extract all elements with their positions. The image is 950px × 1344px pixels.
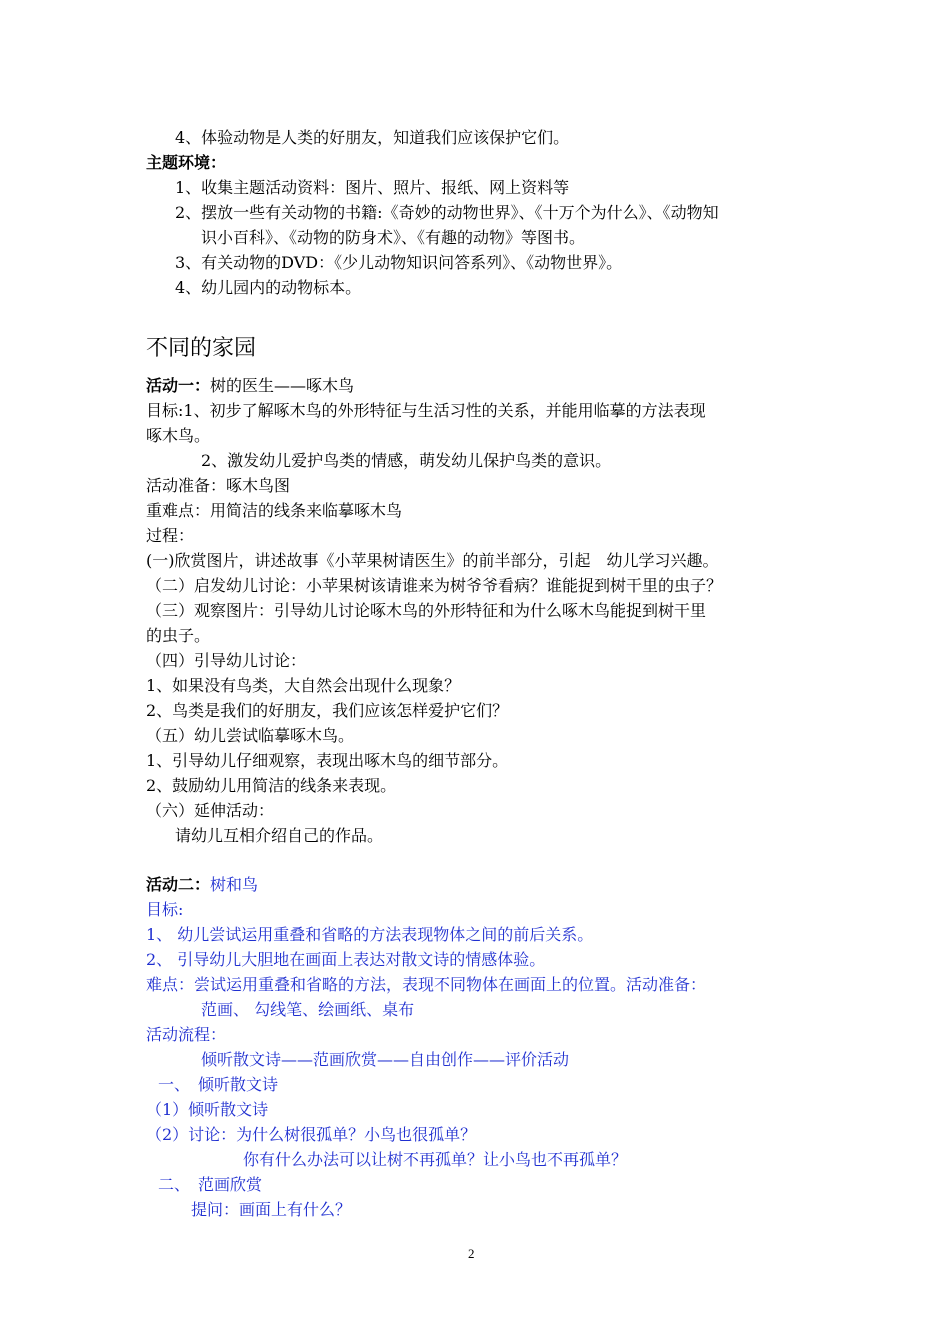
activity-two-step-1-b-cont: 你有什么办法可以让树不再孤单？让小鸟也不再孤单？ (243, 1150, 628, 1169)
activity-two-goal-2: 2、 引导幼儿大胆地在画面上表达对散文诗的情感体验。 (146, 950, 546, 969)
process-step-4: （四）引导幼儿讨论： (146, 651, 307, 670)
process-step-6: （六）延伸活动： (146, 801, 275, 820)
process-step-5-item1: 1、引导幼儿仔细观察，表现出啄木鸟的细节部分。 (146, 751, 509, 770)
activity-one-label: 活动一： (146, 376, 211, 395)
environment-item-2-cont: 识小百科》、《动物的防身术》、《有趣的动物》等图书。 (201, 228, 586, 247)
activity-two-step-1-a: （1）倾听散文诗 (146, 1100, 269, 1119)
activity-two-label: 活动二： (146, 875, 211, 894)
activity-one-goal-2: 2、激发幼儿爱护鸟类的情感，萌发幼儿保护鸟类的意识。 (201, 451, 612, 470)
process-step-4-q2: 2、鸟类是我们的好朋友，我们应该怎样爱护它们？ (146, 701, 509, 720)
activity-one-title (146, 375, 354, 397)
activity-one-name: 树的医生——啄木鸟 (210, 376, 355, 395)
activity-two-goal-label: 目标: (146, 900, 184, 919)
environment-item-2: 2、摆放一些有关动物的书籍:《奇妙的动物世界》、《十万个为什么》、《动物知 (175, 203, 719, 222)
activity-two-materials: 范画、 勾线笔、绘画纸、桌布 (201, 1000, 415, 1019)
activity-two-step-2-question: 提问：画面上有什么？ (191, 1200, 352, 1219)
process-step-3-cont: 的虫子。 (146, 626, 211, 645)
process-step-6-item: 请幼儿互相介绍自己的作品。 (175, 826, 384, 845)
section-heading-environment: 主题环境： (146, 153, 227, 172)
process-step-2: （二）启发幼儿讨论：小苹果树该请谁来为树爷爷看病？谁能捉到树干里的虫子？ (146, 576, 723, 595)
activity-two-step-1: 一、 倾听散文诗 (158, 1075, 279, 1094)
activity-two-step-2: 二、 范画欣赏 (158, 1175, 263, 1194)
activity-one-key-point: 重难点：用简洁的线条来临摹啄木鸟 (146, 501, 403, 520)
activity-two-title (146, 874, 258, 896)
activity-two-name: 树和鸟 (210, 875, 259, 894)
activity-one-preparation: 活动准备：啄木鸟图 (146, 476, 291, 495)
environment-item-3: 3、有关动物的DVD：《少儿动物知识问答系列》、《动物世界》。 (175, 253, 623, 272)
page-title: 不同的家园 (146, 336, 257, 361)
process-step-4-q1: 1、如果没有鸟类，大自然会出现什么现象？ (146, 676, 461, 695)
process-step-5: （五）幼儿尝试临摹啄木鸟。 (146, 726, 355, 745)
process-step-1: (一)欣赏图片，讲述故事《小苹果树请医生》的前半部分，引起 幼儿学习兴趣。 (146, 551, 719, 570)
activity-one-goal-1: 目标:1、初步了解啄木鸟的外形特征与生活习性的关系，并能用临摹的方法表现 (146, 401, 706, 420)
activity-one-process-label: 过程： (146, 526, 195, 545)
goal-item-4: 4、体验动物是人类的好朋友，知道我们应该保护它们。 (175, 128, 570, 147)
activity-two-flow-label: 活动流程： (146, 1025, 227, 1044)
process-step-5-item2: 2、鼓励幼儿用简洁的线条来表现。 (146, 776, 397, 795)
activity-two-difficulty: 难点：尝试运用重叠和省略的方法，表现不同物体在画面上的位置。活动准备： (146, 975, 707, 994)
process-step-3: （三）观察图片：引导幼儿讨论啄木鸟的外形特征和为什么啄木鸟能捉到树干里 (146, 601, 707, 620)
activity-two-flow: 倾听散文诗——范画欣赏——自由创作——评价活动 (201, 1050, 570, 1069)
activity-two-goal-1: 1、 幼儿尝试运用重叠和省略的方法表现物体之间的前后关系。 (146, 925, 594, 944)
environment-item-1: 1、收集主题活动资料：图片、照片、报纸、网上资料等 (175, 178, 570, 197)
page-number: 2 (468, 1246, 475, 1261)
activity-two-step-1-b: （2）讨论：为什么树很孤单？小鸟也很孤单？ (146, 1125, 477, 1144)
environment-item-4: 4、幼儿园内的动物标本。 (175, 278, 362, 297)
activity-one-goal-1-cont: 啄木鸟。 (146, 426, 211, 445)
